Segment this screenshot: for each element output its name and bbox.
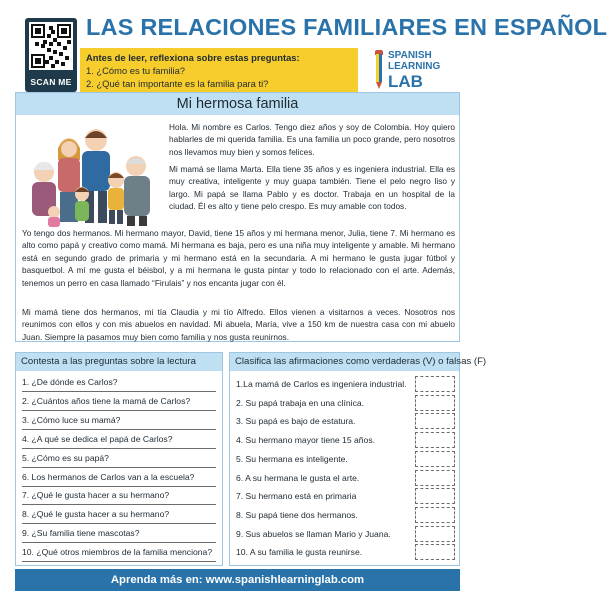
vf-answer-box[interactable] bbox=[415, 507, 455, 523]
story-card bbox=[15, 92, 460, 342]
answer-line[interactable] bbox=[22, 391, 216, 392]
statement-item: 8. Su papá tiene dos hermanos. bbox=[236, 509, 358, 520]
questions-heading: Contesta a las preguntas sobre la lectura bbox=[16, 353, 222, 371]
question-item: 9. ¿Su familia tiene mascotas? bbox=[22, 528, 140, 539]
vf-answer-box[interactable] bbox=[415, 526, 455, 542]
question-item: 8. ¿Qué le gusta hacer a su hermano? bbox=[22, 509, 170, 520]
answer-line[interactable] bbox=[22, 523, 216, 524]
story-paragraph: Mi mamá se llama Marta. Ella tiene 35 años y es ingeniera industrial. Ella es muy creativa, inteligente y muy guapa también. Tiene el pelo negro liso y largo. Mi papá se llama Pablo y es doctor. Trabaja en un hospital de la ciudad. Él es alto y tiene pelo crespo. Es muy amable con todos. bbox=[169, 164, 455, 212]
answer-line[interactable] bbox=[22, 429, 216, 430]
scan-me-label: SCAN ME bbox=[30, 77, 72, 87]
answer-line[interactable] bbox=[22, 410, 216, 411]
answer-line[interactable] bbox=[22, 486, 216, 487]
statement-item: 2. Su papá trabaja en una clínica. bbox=[236, 397, 365, 408]
family-illustration bbox=[24, 120, 164, 228]
story-title: Mi hermosa familia bbox=[16, 93, 459, 115]
vf-answer-box[interactable] bbox=[415, 395, 455, 411]
question-item: 5. ¿Cómo es su papá? bbox=[22, 452, 109, 463]
statement-item: 7. Su hermano está en primaria bbox=[236, 491, 357, 502]
page-title: LAS RELACIONES FAMILIARES EN ESPAÑOL bbox=[86, 14, 607, 40]
answer-line[interactable] bbox=[22, 448, 216, 449]
prereading-heading: Antes de leer, reflexiona sobre estas preguntas: bbox=[86, 52, 300, 63]
true-false-panel bbox=[229, 352, 487, 566]
statement-item: 3. Su papá es bajo de estatura. bbox=[236, 416, 356, 427]
story-paragraph: Hola. Mi nombre es Carlos. Tengo diez años y soy de Colombia. Hoy quiero hablarles de mi querida familia. Es una familia un poco grande, pero nosotros nos llevamos muy bien y somos felices. bbox=[169, 122, 455, 157]
story-paragraph: Yo tengo dos hermanos. Mi hermano mayor, David, tiene 15 años y mi hermana menor, Julia, tiene 7. Mi hermano es alto como papá y creativo como mamá. Mi hermana es baja, pero es una niña muy inteligente y amable. Mi hermano está en segundo grado de primaria y mi hermano está en la secundaria. A mi hermano le gusta jugar fútbol y basquetbol. A mí me gusta el béisbol, y a mi hermana le gusta pintar y todo lo relacionado con el arte. Además, tenemos un perro en casa llamado “Firulais” y nos encanta jugar con él. bbox=[22, 228, 455, 288]
statement-item: 10. A su familia le gusta reunirse. bbox=[236, 547, 363, 558]
prereading-question: 1. ¿Cómo es tu familia? bbox=[86, 65, 185, 76]
statement-item: 4. Su hermano mayor tiene 15 años. bbox=[236, 435, 376, 446]
question-item: 2. ¿Cuántos años tiene la mamá de Carlos? bbox=[22, 395, 191, 406]
statement-item: 5. Su hermana es inteligente. bbox=[236, 453, 348, 464]
question-item: 6. Los hermanos de Carlos van a la escuela? bbox=[22, 471, 195, 482]
vf-answer-box[interactable] bbox=[415, 432, 455, 448]
spanish-learning-lab-logo: SPANISH LEARNING LAB bbox=[372, 48, 462, 94]
footer-website[interactable]: Aprenda más en: www.spanishlearninglab.com bbox=[15, 569, 460, 591]
answer-line[interactable] bbox=[22, 467, 216, 468]
question-item: 10. ¿Qué otros miembros de la familia menciona? bbox=[22, 547, 213, 558]
question-item: 3. ¿Cómo luce su mamá? bbox=[22, 414, 121, 425]
story-paragraph: Mi mamá tiene dos hermanos, mi tía Claudia y mi tío Alfredo. Ellos vienen a visitarnos a veces. Nosotros nos reunimos con ellos y con mis abuelos en navidad. Mi abuela, María, vive a 150 km de nuestra casa con mi abuelo Juan. Siempre la pasamos muy bien como familia y nos gusta reunirnos. bbox=[22, 307, 455, 342]
pencil-icon bbox=[374, 50, 384, 90]
prereading-question: 2. ¿Qué tan importante es la familia para ti? bbox=[86, 78, 269, 89]
prereading-box bbox=[80, 48, 358, 92]
question-item: 7. ¿Qué le gusta hacer a su hermano? bbox=[22, 490, 170, 501]
vf-answer-box[interactable] bbox=[415, 544, 455, 560]
vf-answer-box[interactable] bbox=[415, 376, 455, 392]
statement-item: 1.La mamá de Carlos es ingeniera industrial. bbox=[236, 379, 407, 389]
vf-answer-box[interactable] bbox=[415, 451, 455, 467]
true-false-heading: Clasifica las afirmaciones como verdaderas (V) o falsas (F) bbox=[230, 353, 459, 371]
qr-code-icon bbox=[29, 22, 73, 70]
question-item: 4. ¿A qué se dedica el papá de Carlos? bbox=[22, 433, 173, 444]
vf-answer-box[interactable] bbox=[415, 470, 455, 486]
questions-panel bbox=[15, 352, 223, 566]
question-item: 1. ¿De dónde es Carlos? bbox=[22, 377, 118, 387]
answer-line[interactable] bbox=[22, 561, 216, 562]
answer-line[interactable] bbox=[22, 504, 216, 505]
answer-line[interactable] bbox=[22, 542, 216, 543]
statement-item: 9. Sus abuelos se llaman Mario y Juana. bbox=[236, 528, 391, 539]
vf-answer-box[interactable] bbox=[415, 413, 455, 429]
vf-answer-box[interactable] bbox=[415, 488, 455, 504]
statement-item: 6. A su hermana le gusta el arte. bbox=[236, 472, 360, 483]
qr-code-badge[interactable] bbox=[25, 18, 77, 92]
